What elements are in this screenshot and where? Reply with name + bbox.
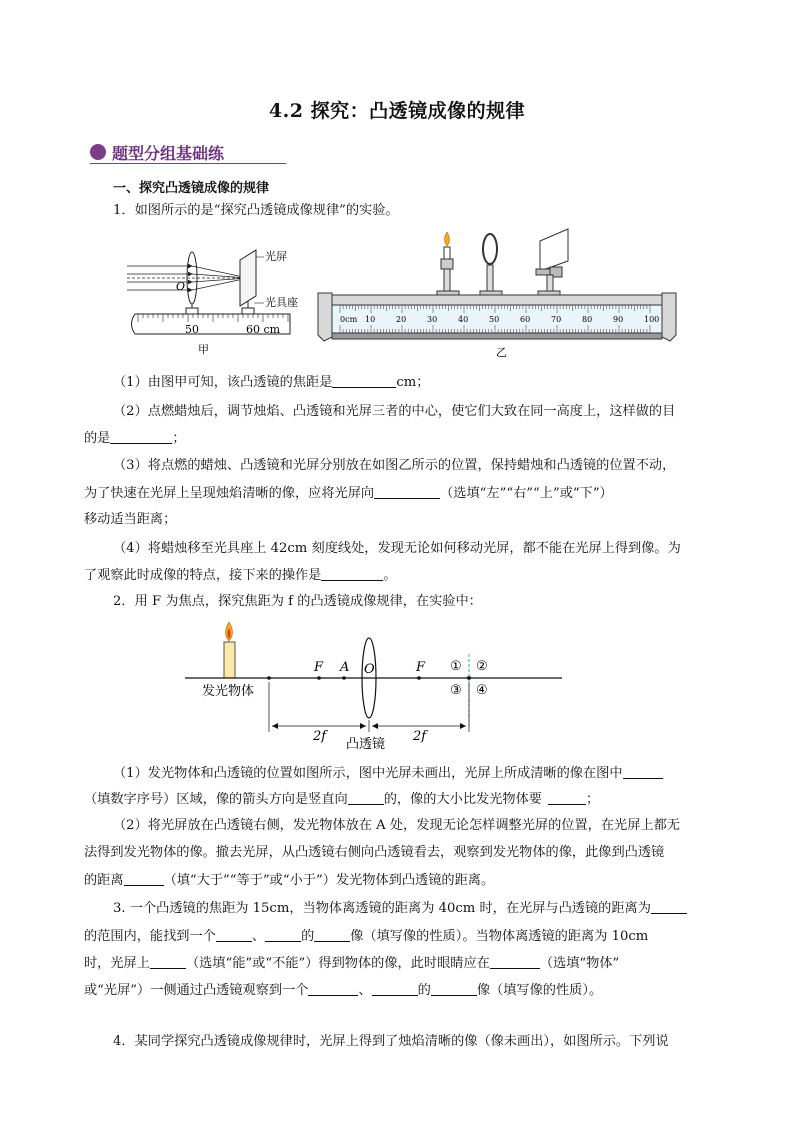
candle [444,247,450,259]
svg-text:60 cm: 60 cm [246,323,281,336]
answer-blank[interactable] [314,928,350,942]
ruler-label: 0cm [340,315,358,324]
q2-part2-line1: （2）将光屏放在凸透镜右侧，发光物体放在 A 处，发现无论怎样调整光屏的位置，在光屏上都无 [113,818,680,833]
q1-part3-line1: （3）将点燃的蜡烛、凸透镜和光屏分别放在如图乙所示的位置，保持蜡烛和凸透镜的位置不动， [113,458,676,473]
q1-part4-line1: （4）将蜡烛移至光具座上 42cm 刻度线处，发现无论如何移动光屏，都不能在光屏上得到像。为 [113,541,681,556]
ruler-label: 20 [396,315,407,324]
bullet-dot-icon [90,144,106,160]
q1-part2-line1: （2）点燃蜡烛后，调节烛焰、凸透镜和光屏三者的中心，使它们大致在同一高度上，这样做的目 [113,404,676,419]
answer-blank[interactable] [623,765,663,779]
q2-part2-line2: 法得到发光物体的像。撤去光屏，从凸透镜右侧向凸透镜看去，观察到发光物体的像，此像到凸透镜 [84,845,665,860]
q3-line1: 3. 一个凸透镜的焦距为 15cm，当物体离透镜的距离为 40cm 时，在光屏与凸透镜的距离为 [113,900,687,917]
svg-text:2f: 2f [313,729,327,744]
q2-stem: 2．用 F 为焦点，探究焦距为 f 的凸透镜成像规律，在实验中： [113,594,482,609]
section-header [90,141,286,164]
answer-blank[interactable] [265,928,301,942]
svg-text:O: O [364,662,375,677]
ruler-label: 50 [489,315,500,324]
ruler-label: 90 [613,315,624,324]
ruler-label: 30 [427,315,438,324]
q3-line3: 时，光屏上 （选填“能”或“不能”）得到物体的像，此时眼睛应在 （选填“物体” [84,956,620,971]
q1-part3-line2: 为了快速在光屏上呈现烛焰清晰的像，应将光屏向 （选填“左”“右”“上”或“下”） [84,486,613,501]
answer-blank[interactable] [216,928,252,942]
answer-blank[interactable] [431,982,477,996]
q2-part2-line3: 的距离 （填“大于”“等于”或“小于”）发光物体到凸透镜的距离。 [84,873,495,888]
section-title: 题型分组基础练 [112,144,225,163]
q2-part1-line2: （填数字序号）区域，像的箭头方向是竖直向 的，像的大小比发光物体要 ； [84,792,600,807]
answer-blank[interactable] [651,900,687,914]
q4-line1: 4．某同学探究凸透镜成像规律时，光屏上得到了烛焰清晰的像（像未画出），如图所示。下列说 [113,1034,669,1049]
svg-text:①: ① [450,659,462,674]
figure-a [120,230,300,360]
screen-shape [240,250,256,306]
answer-blank[interactable] [548,791,586,805]
luminous-object [224,642,235,678]
caption-b: 乙 [496,346,507,359]
rail-top [332,295,662,305]
answer-blank[interactable] [374,485,440,499]
svg-text:②: ② [476,659,488,674]
svg-text:③: ③ [450,683,462,698]
q1-part4-line2: 了观察此时成像的特点，接下来的操作是 。 [84,568,397,583]
ruler-label: 100 [644,315,660,324]
ruler-label: 40 [458,315,469,324]
svg-text:④: ④ [476,683,488,698]
ruler-label: 10 [365,315,376,324]
q1-part3-line3: 移动适当距离； [84,512,177,527]
screen-b [540,229,568,271]
caption-a: 甲 [198,343,209,356]
q1-stem: 1．如图所示的是“探究凸透镜成像规律”的实验。 [113,203,399,218]
q1-part1: （1）由图甲可知，该凸透镜的焦距是 cm； [113,375,430,390]
ruler-label: 80 [582,315,593,324]
lens-holder [483,234,497,264]
answer-blank[interactable] [348,791,384,805]
bench-label: 光具座 [265,296,298,309]
q3-line2: 的范围内，能找到一个 、 的 像（填写像的性质）。当物体离透镜的距离为 10cm [84,929,649,944]
svg-text:F: F [314,660,324,675]
q1-part2-line2: 的是 ； [84,431,186,446]
svg-text:F: F [416,660,426,675]
candle-stand [444,267,450,293]
q3-line4: 或“光屏”）一侧通过凸透镜观察到一个 、 的 像（填写像的性质）。 [84,983,603,998]
ruler-label: 60 [520,315,531,324]
figure-q2 [180,618,570,756]
svg-text:50: 50 [185,323,199,336]
lens-label-q2: 凸透镜 [346,737,386,752]
flame-icon [445,232,450,246]
answer-blank[interactable] [372,982,418,996]
bench-foot-right [662,293,676,341]
answer-blank[interactable] [110,430,172,444]
q2-part1-line1: （1）发光物体和凸透镜的位置如图所示，图中光屏未画出，光屏上所成清晰的像在图中 [113,765,663,782]
answer-blank[interactable] [308,982,358,996]
lens-label: O [176,280,186,293]
screen-label: 光屏 [265,250,287,263]
object-label: 发光物体 [202,684,255,699]
svg-text:2f: 2f [413,729,427,744]
ruler-label: 70 [551,315,562,324]
subsection-title: 一、探究凸透镜成像的规律 [113,181,270,196]
figure-b [318,225,678,360]
page-title: 4.2 探究：凸透镜成像的规律 [268,100,526,122]
answer-blank[interactable] [332,374,396,388]
bench-foot-left [318,293,332,341]
svg-text:A: A [340,660,350,675]
answer-blank[interactable] [490,955,540,969]
answer-blank[interactable] [124,872,164,886]
answer-blank[interactable] [321,567,383,581]
answer-blank[interactable] [150,955,186,969]
